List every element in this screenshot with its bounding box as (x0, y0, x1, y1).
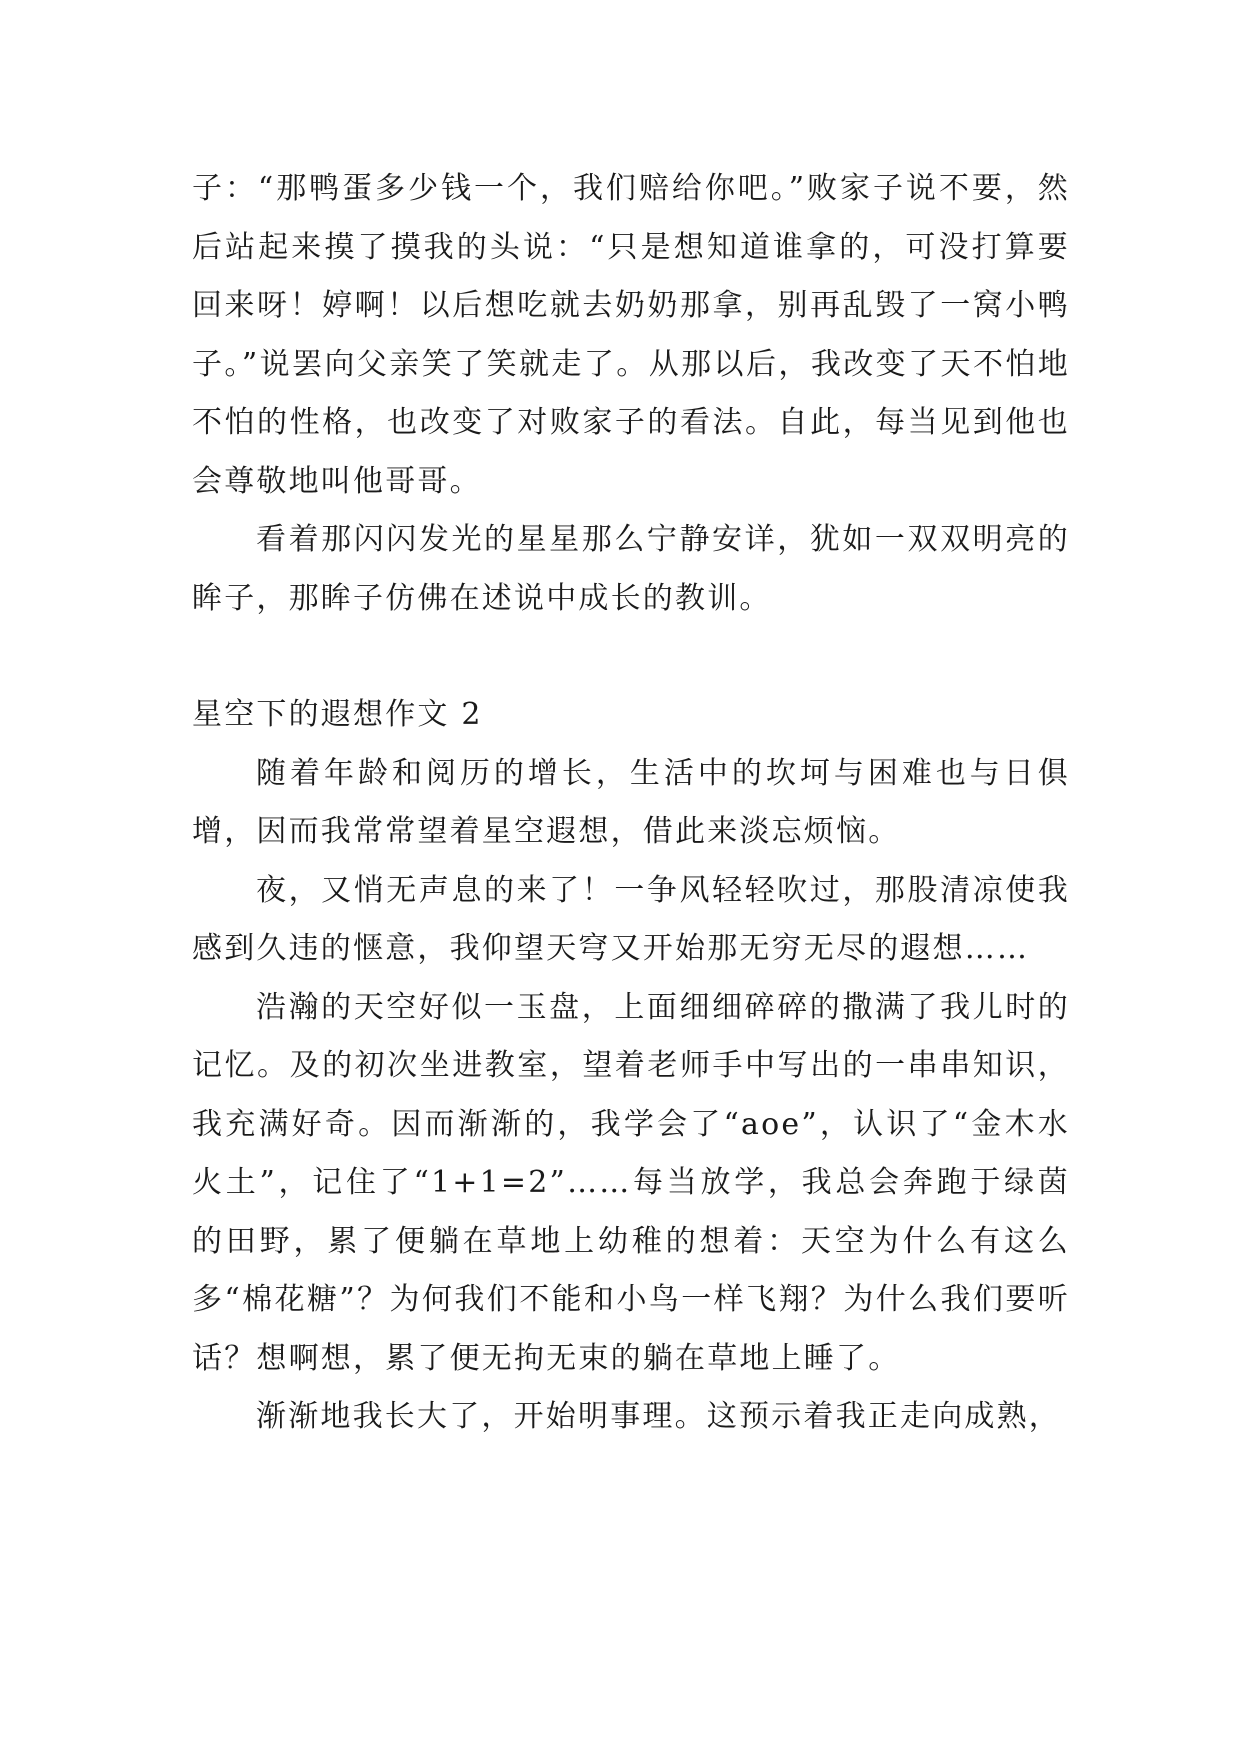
document-page (192, 160, 1070, 1447)
body-paragraph: 看着那闪闪发光的星星那么宁静安详，犹如一双双明亮的眸子，那眸子仿佛在述说中成长的教训。 (192, 522, 1070, 616)
section-title: 星空下的遐想作文 2 (192, 697, 483, 732)
body-paragraph: 浩瀚的天空好似一玉盘，上面细细碎碎的撒满了我儿时的记忆。及的初次坐进教室，望着老师手中写出的一串串知识，我充满好奇。因而渐渐的，我学会了“aoe”，认识了“金木水火土”，记住了“1+1=2”……每当放学，我总会奔跑于绿茵的田野，累了便躺在草地上幼稚的想着：天空为什么有这么多“棉花糖”？为何我们不能和小鸟一样飞翔？为什么我们要听话？想啊想，累了便无拘无束的躺在草地上睡了。 (192, 989, 1070, 1376)
body-paragraph: 渐渐地我长大了，开始明事理。这预示着我正走向成熟， (256, 1399, 1061, 1434)
body-paragraph: 夜，又悄无声息的来了！一争风轻轻吹过，那股清凉使我感到久违的惬意，我仰望天穹又开始那无穷无尽的遐想…… (192, 872, 1070, 966)
body-paragraph: 随着年龄和阅历的增长，生活中的坎坷与困难也与日俱增，因而我常常望着星空遐想，借此来淡忘烦恼。 (192, 755, 1070, 849)
body-paragraph: 子：“那鸭蛋多少钱一个，我们赔给你吧。”败家子说不要，然后站起来摸了摸我的头说：“只是想知道谁拿的，可没打算要回来呀！婷啊！以后想吃就去奶奶那拿，别再乱毁了一窝小鸭子。”说罢向父亲笑了笑就走了。从那以后，我改变了天不怕地不怕的性格，也改变了对败家子的看法。自此，每当见到他也会尊敬地叫他哥哥。 (192, 171, 1070, 499)
section-spacer (192, 628, 1070, 686)
